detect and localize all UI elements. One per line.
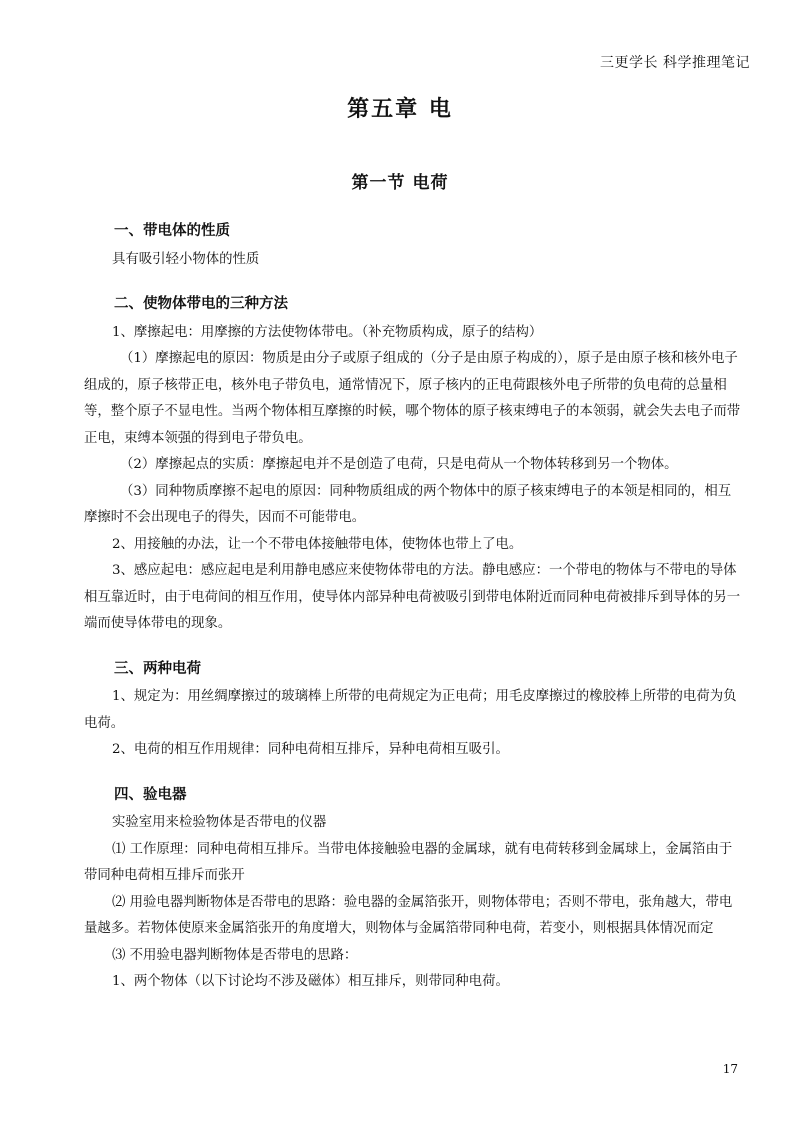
chapter-title: 第五章 电	[347, 96, 453, 122]
paragraph: ⑴ 工作原理：同种电荷相互排斥。当带电体接触验电器的金属球，就有电荷转移到金属球上，金属箔由于带同种电荷相互排斥而张开	[84, 841, 733, 883]
heading-properties: 一、带电体的性质	[114, 222, 230, 239]
heading-two-charges: 三、两种电荷	[114, 659, 201, 677]
paragraph: 1、规定为：用丝绸摩擦过的玻璃棒上所带的电荷规定为正电荷；用毛皮摩擦过的橡胶棒上所带的电荷为负电荷。	[84, 689, 737, 731]
paragraph: 2、电荷的相互作用规律：同种电荷相互排斥，异种电荷相互吸引。	[112, 742, 509, 757]
paragraph: （1）摩擦起电的原因：物质是由分子或原子组成的（分子是由原子构成的），原子是由原子核和核外电子组成的，原子核带正电，核外电子带负电，通常情况下，原子核内的正电荷跟核外电子所带的负电荷的总量相等，整个原子不显电性。当两个物体相互摩擦的时候，哪个物体的原子核束缚电子的本领弱，就会失去电子而带正电，束缚本领强的得到电子带负电。	[84, 351, 741, 446]
page-header: 三更学长 科学推理笔记	[600, 55, 750, 71]
paragraph: 1、两个物体（以下讨论均不涉及磁体）相互排斥，则带同种电荷。	[112, 974, 509, 989]
paragraph: 实验室用来检验物体是否带电的仪器	[112, 815, 327, 830]
section-title: 第一节 电荷	[351, 173, 449, 193]
paragraph: 3、感应起电：感应起电是利用静电感应来使物体带电的方法。静电感应：一个带电的物体与不带电的导体相互靠近时，由于电荷间的相互作用，使导体内部异种电荷被吸引到带电体附近而同种电荷被排斥到导体的另一端而使导体带电的现象。	[84, 563, 741, 631]
paragraph: （2）摩擦起点的实质：摩擦起电并不是创造了电荷，只是电荷从一个物体转移到另一个物体。	[120, 457, 678, 472]
paragraph: 2、用接触的办法，让一个不带电体接触带电体，使物体也带上了电。	[112, 536, 523, 552]
heading-methods: 二、使物体带电的三种方法	[114, 295, 288, 312]
paragraph: ⑶ 不用验电器判断物体是否带电的思路：	[112, 947, 358, 963]
paragraph: 1、摩擦起电：用摩擦的方法使物体带电。（补充物质构成，原子的结构）	[112, 324, 543, 340]
document-body	[84, 218, 744, 996]
page-number: 17	[722, 1062, 738, 1076]
paragraph: ⑵ 用验电器判断物体是否带电的思路：验电器的金属箔张开，则物体带电；否则不带电，张角越大，带电量越多。若物体使原来金属箔张开的角度增大，则物体与金属箔带同种电荷，若变小，则根据具体情况而定	[84, 894, 733, 936]
paragraph: 具有吸引轻小物体的性质	[112, 251, 260, 267]
heading-electroscope: 四、验电器	[114, 785, 187, 803]
paragraph: （3）同种物质摩擦不起电的原因：同种物质组成的两个物体中的原子核束缚电子的本领是相同的，相互摩擦时不会出现电子的得失，因而不可能带电。	[84, 483, 732, 525]
